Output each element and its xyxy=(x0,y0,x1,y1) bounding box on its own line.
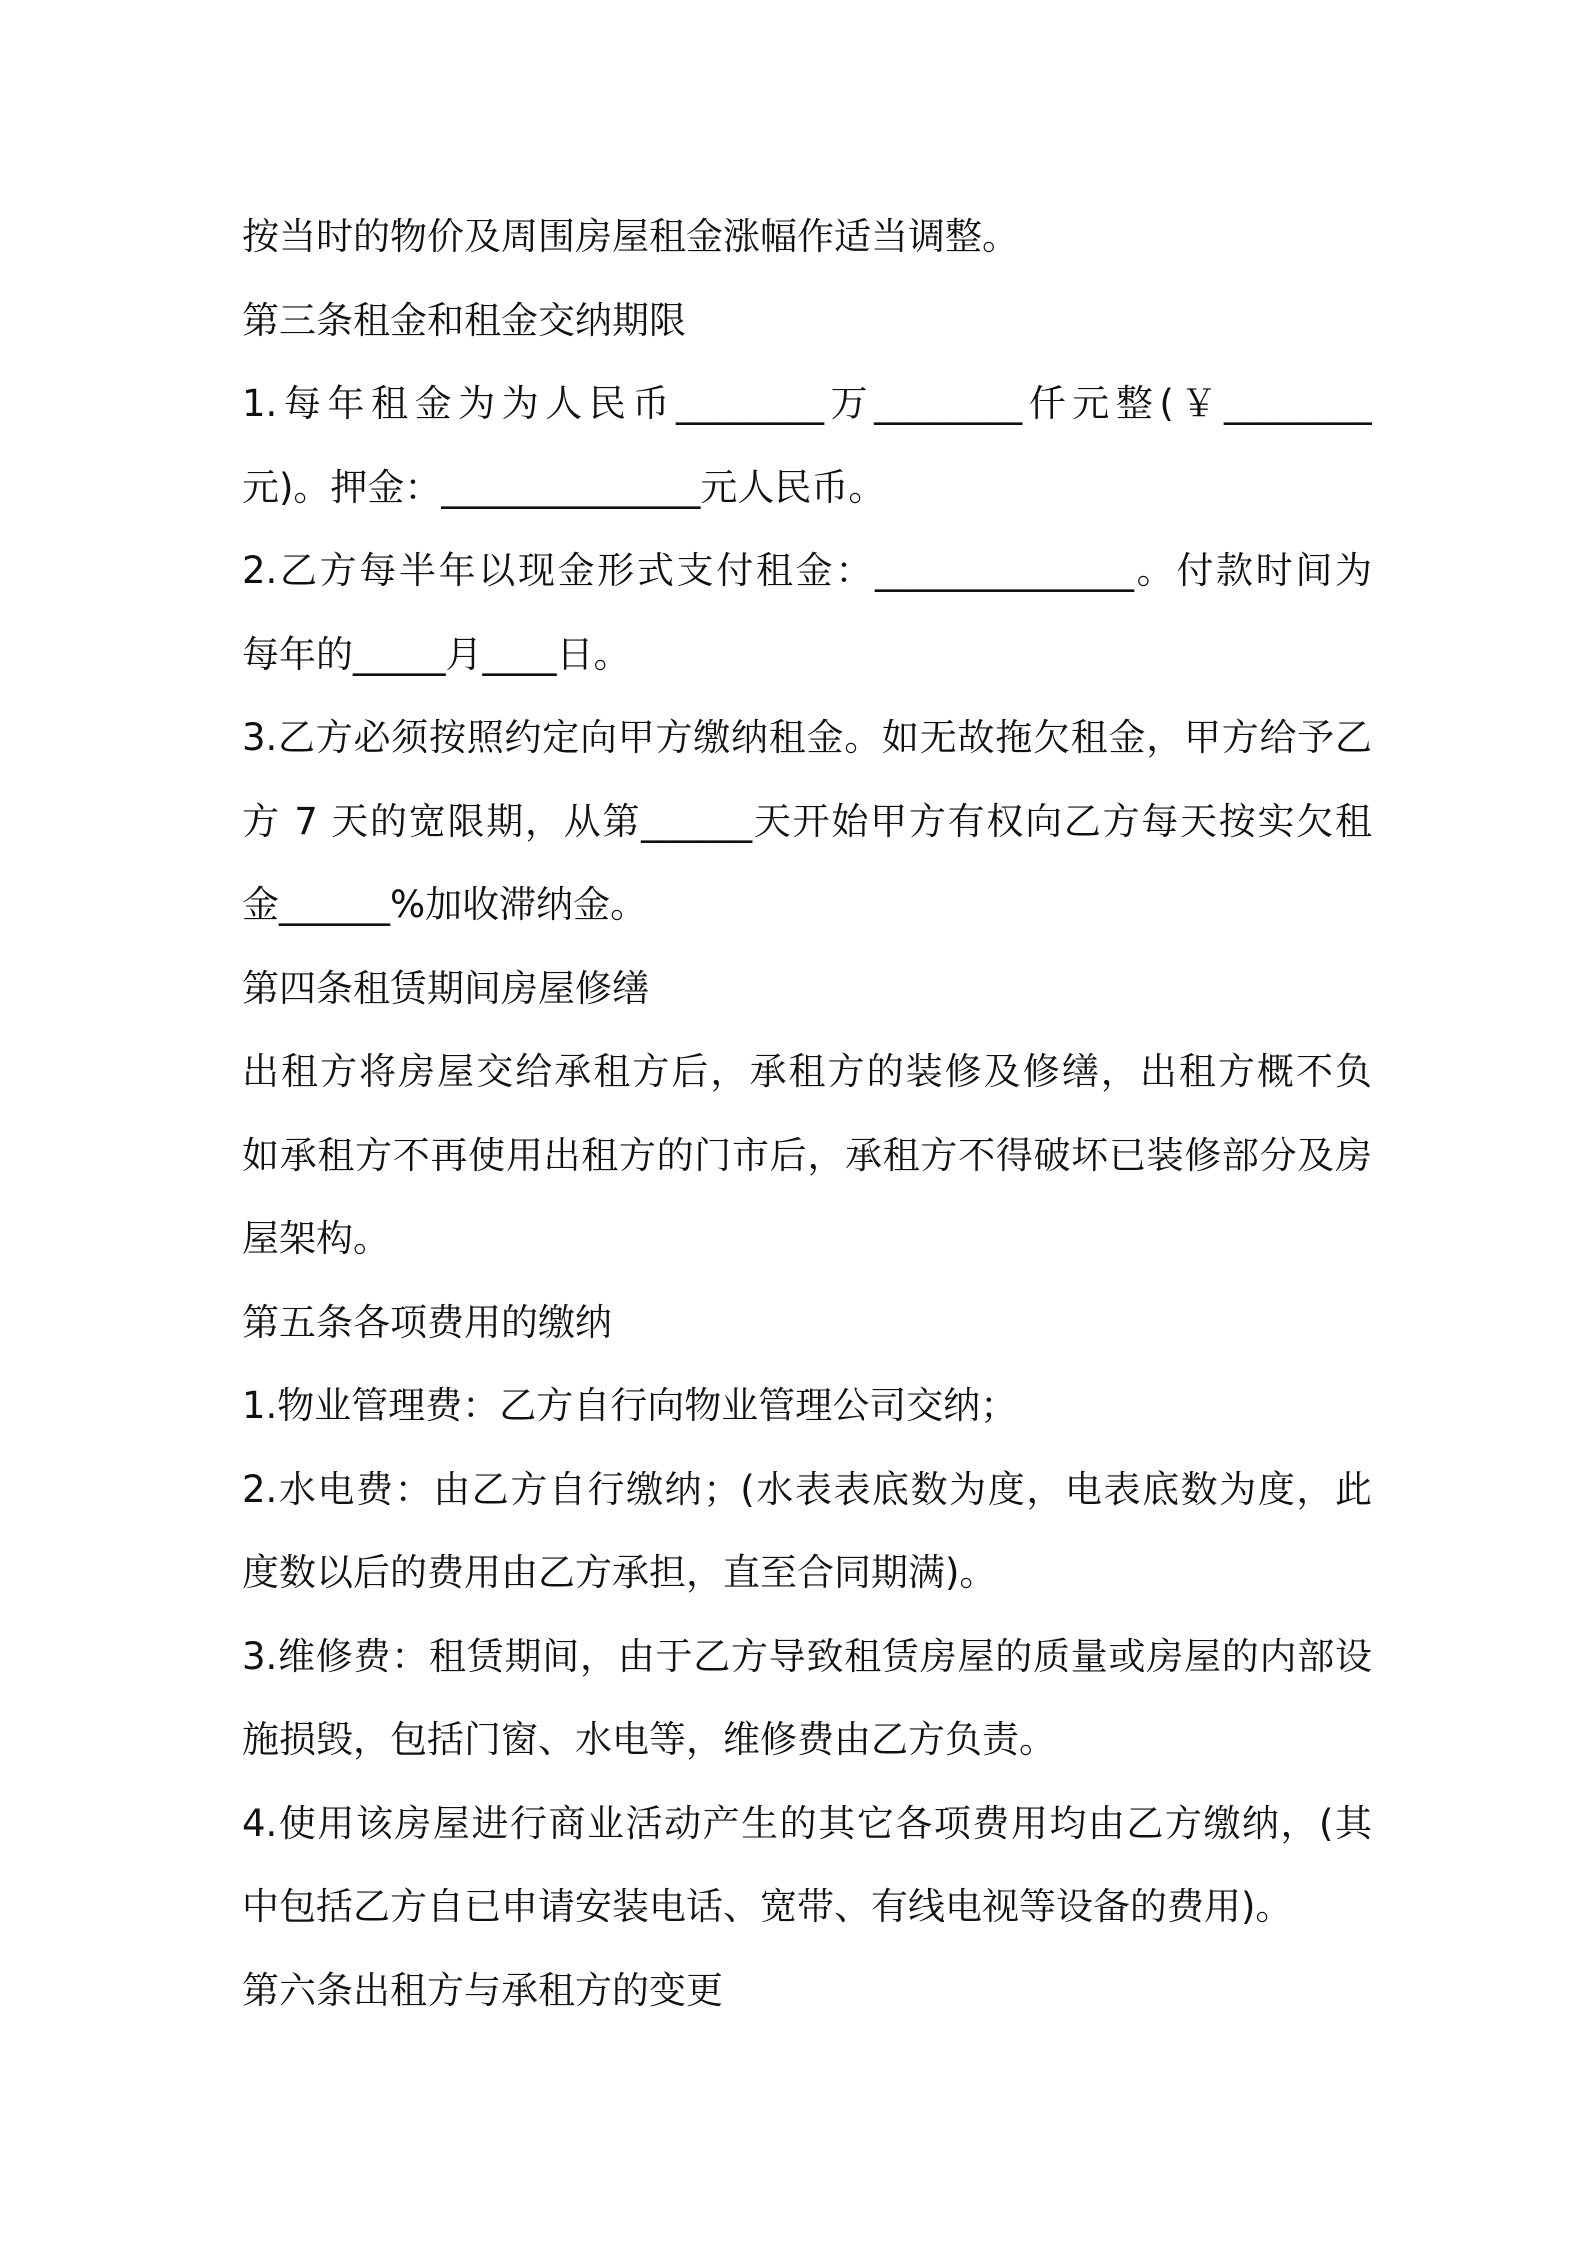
section-heading-article-3: 第三条租金和租金交纳期限 xyxy=(242,298,686,342)
text-line: 按当时的物价及周围房屋租金涨幅作适当调整。 xyxy=(242,215,1019,258)
text-line: 方 7 天的宽限期，从第______天开始甲方有权向乙方每天按实欠租 xyxy=(242,799,1372,843)
text-line: 2.乙方每半年以现金形式支付租金：______________。付款时间为 xyxy=(242,549,1372,592)
text-line: 出租方将房屋交给承租方后，承租方的装修及修缮，出租方概不负 xyxy=(242,1050,1372,1093)
text-line: 2.水电费：由乙方自行缴纳；(水表表底数为度，电表底数为度，此 xyxy=(242,1467,1372,1511)
section-heading-article-6: 第六条出租方与承租方的变更 xyxy=(242,1968,723,2012)
section-heading-article-4: 第四条租赁期间房屋修缮 xyxy=(242,966,649,1010)
text-line: 1.物业管理费：乙方自行向物业管理公司交纳； xyxy=(242,1384,1018,1427)
text-line: 屋架构。 xyxy=(242,1217,390,1260)
document-body xyxy=(242,195,1372,2032)
text-line: 1.每年租金为为人民币________万________仟元整(￥________ xyxy=(242,382,1372,425)
text-line: 如承租方不再使用出租方的门市后，承租方不得破坏已装修部分及房 xyxy=(242,1133,1372,1177)
text-line: 3.乙方必须按照约定向甲方缴纳租金。如无故拖欠租金，甲方给予乙 xyxy=(242,716,1372,759)
section-heading-article-5: 第五条各项费用的缴纳 xyxy=(242,1300,612,1344)
text-line: 4.使用该房屋进行商业活动产生的其它各项费用均由乙方缴纳，(其 xyxy=(242,1801,1372,1845)
text-line: 度数以后的费用由乙方承担，直至合同期满)。 xyxy=(242,1551,997,1594)
text-line: 每年的_____月____日。 xyxy=(242,632,631,676)
text-line: 施损毁，包括门窗、水电等，维修费由乙方负责。 xyxy=(242,1718,1056,1761)
text-line: 金______%加收滞纳金。 xyxy=(242,883,648,926)
text-line: 元)。押金：______________元人民币。 xyxy=(242,465,886,509)
text-line: 3.维修费：租赁期间，由于乙方导致租赁房屋的质量或房屋的内部设 xyxy=(242,1634,1372,1678)
text-line: 中包括乙方自已申请安装电话、宽带、有线电视等设备的费用)。 xyxy=(242,1885,1293,1928)
